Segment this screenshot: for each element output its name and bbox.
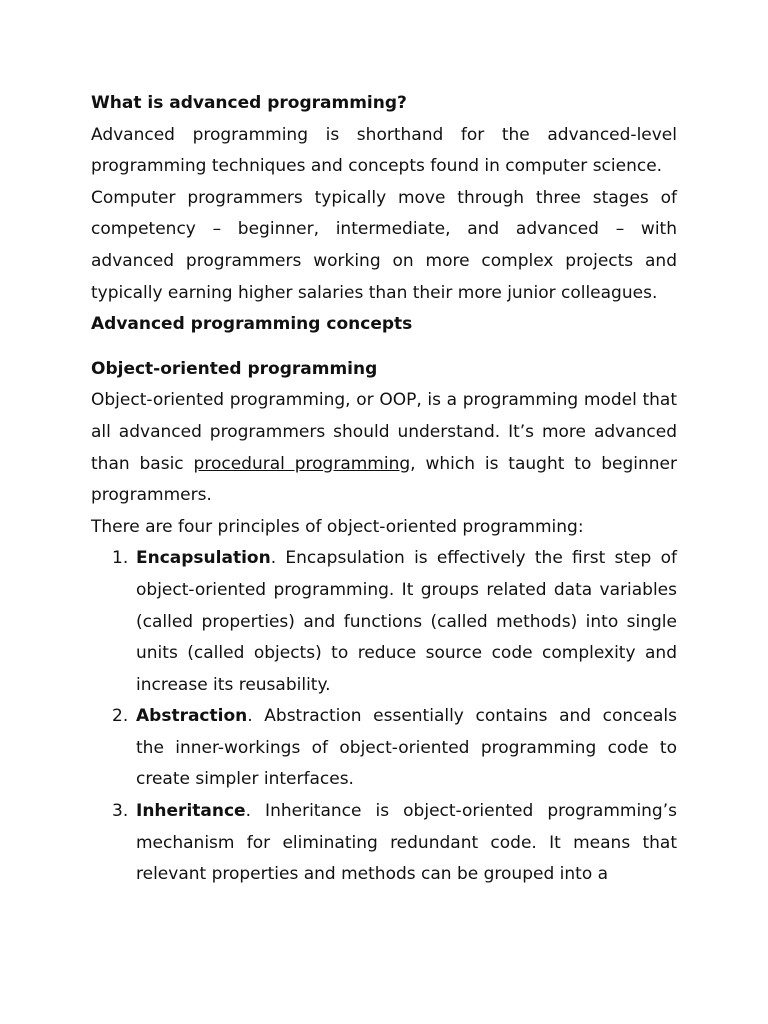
list-item-abstraction bbox=[91, 701, 677, 796]
list-item-inheritance bbox=[91, 796, 677, 891]
term-encapsulation: Encapsulation bbox=[136, 548, 271, 569]
heading-what-is-advanced-programming: What is advanced programming? bbox=[91, 93, 407, 113]
heading-advanced-concepts: Advanced programming concepts bbox=[91, 314, 413, 335]
heading-oop: Object-oriented programming bbox=[91, 358, 378, 379]
document-page bbox=[91, 88, 677, 891]
paragraph-oop-text-before: Object-oriented programming, or OOP, is a programming model that all advanced programmers should understand. It’s more advanced than basic bbox=[91, 390, 677, 474]
paragraph-oop-text-after: , which is taught to beginner programmers. bbox=[91, 453, 677, 506]
list-number: 2. bbox=[112, 706, 129, 727]
list-item-text: . Encapsulation is effectively the first step of object-oriented programming. It groups related data variables (called properties) and functions (called methods) into single units (called objects) to reduce source code complexity and increase its reusability. bbox=[136, 548, 677, 695]
term-abstraction: Abstraction bbox=[136, 706, 248, 727]
list-item-encapsulation bbox=[91, 543, 677, 701]
list-number: 3. bbox=[112, 801, 129, 822]
term-inheritance: Inheritance bbox=[136, 801, 246, 822]
principles-list bbox=[91, 543, 677, 891]
list-number: 1. bbox=[112, 548, 129, 569]
paragraph-definition: Advanced programming is shorthand for the advanced-level programming techniques and concepts found in computer science. bbox=[91, 124, 677, 177]
list-item-text: . Abstraction essentially contains and conceals the inner-workings of object-oriented programming code to create simpler interfaces. bbox=[136, 706, 677, 790]
paragraph-stages: Computer programmers typically move through three stages of competency – beginner, intermediate, and advanced – with advanced programmers working on more complex projects and typically earning higher salaries than their more junior colleagues. bbox=[91, 187, 677, 303]
procedural-programming-link[interactable]: procedural programming bbox=[193, 453, 411, 474]
paragraph-four-principles: There are four principles of object-oriented programming: bbox=[91, 516, 584, 537]
list-item-text: . Inheritance is object-oriented programming’s mechanism for eliminating redundant code. It means that relevant properties and methods can be grouped into a bbox=[136, 801, 677, 885]
paragraph-oop bbox=[91, 385, 677, 511]
